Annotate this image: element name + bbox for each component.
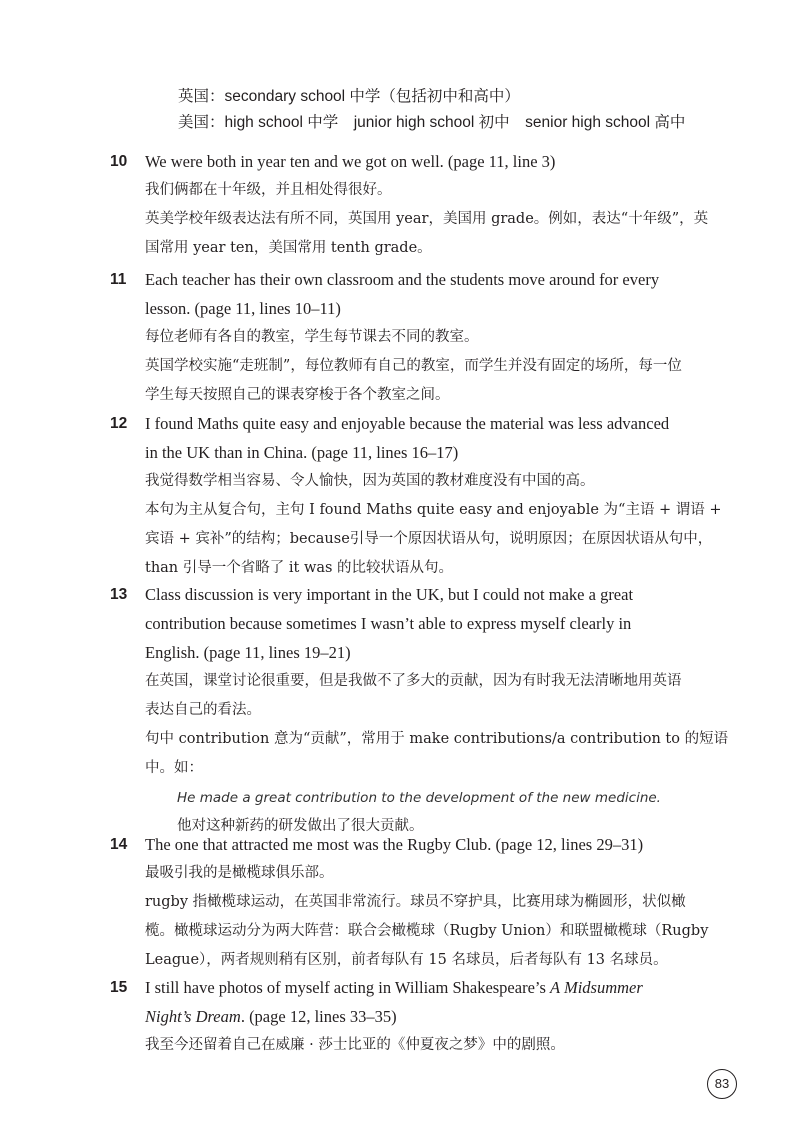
play-title: A Midsummer Night’s Dream [145, 978, 643, 1026]
explanation-line: 中。如： [145, 760, 203, 776]
explanation-line: League），两者规则稍有区别，前者每队有 15 名球员，后者每队有 13 名球员。 [145, 952, 668, 968]
note-item-14 [110, 830, 709, 975]
explanation-line: 榄。橄榄球运动分为两大阵营：联合会橄榄球（Rugby Union）和联盟橄榄球（Rugby [145, 923, 709, 939]
note-item-12 [110, 409, 722, 583]
explanation-line: than 引导一个省略了 it was 的比较状语从句。 [145, 560, 454, 576]
chinese-translation: 每位老师有各自的教室，学生每节课去不同的教室。 [145, 329, 479, 345]
sentence-text: I still have photos of myself acting in William Shakespeare’s [145, 978, 551, 997]
example-translation: 他对这种新药的研发做出了很大贡献。 [177, 818, 424, 834]
item-number: 13 [110, 586, 128, 603]
explanation-line: 英国学校实施“走班制”，每位教师有自己的教室，而学生并没有固定的场所，每一位 [145, 358, 682, 374]
chinese-translation: 在英国，课堂讨论很重要，但是我做不了多大的贡献，因为有时我无法清晰地用英语 [145, 673, 682, 689]
school-terms-intro [178, 84, 685, 136]
item-number: 10 [110, 153, 128, 170]
note-item-10 [110, 147, 709, 263]
item-number: 12 [110, 415, 128, 432]
uk-school-line: 英国：secondary school 中学（包括初中和高中） [178, 88, 520, 105]
chinese-translation: 最吸引我的是橄榄球俱乐部。 [145, 865, 334, 881]
english-sentence: Each teacher has their own classroom and the students move around for every lesson. (page 11, lines 10–11) [145, 270, 660, 318]
english-sentence: The one that attracted me most was the Rugby Club. (page 12, lines 29–31) [145, 835, 644, 854]
item-number: 11 [110, 271, 127, 288]
english-sentence [145, 973, 680, 1031]
chinese-translation: 我们俩都在十年级，并且相处得很好。 [145, 182, 392, 198]
chinese-translation: 表达自己的看法。 [145, 702, 261, 718]
us-school-line: 美国：high school 中学 junior high school 初中 senior high school 高中 [178, 114, 686, 131]
sentence-reference: . (page 12, lines 33–35) [240, 1007, 397, 1026]
explanation-line: 句中 contribution 意为“贡献”，常用于 make contributions/a contribution to 的短语 [145, 731, 729, 747]
example-sentence: He made a great contribution to the development of the new medicine. [177, 790, 661, 806]
explanation-line: 国常用 year ten，美国常用 tenth grade。 [145, 240, 432, 256]
note-item-15 [110, 973, 680, 1060]
note-item-11 [110, 265, 680, 410]
chinese-translation: 我至今还留着自己在威廉 · 莎士比亚的《仲夏夜之梦》中的剧照。 [145, 1037, 565, 1053]
english-sentence: Class discussion is very important in the UK, but I could not make a great contribution because sometimes I wasn’t able to express myself clearly in English. (page 11, lines 19–21) [145, 585, 634, 662]
explanation-line: 英美学校年级表达法有所不同，英国用 year，美国用 grade。例如，表达“十年级”，英 [145, 211, 709, 227]
explanation-line: 本句为主从复合句，主句 I found Maths quite easy and enjoyable 为“主语 + 谓语 + [145, 502, 722, 518]
note-item-13 [110, 580, 729, 841]
explanation-line: 学生每天按照自己的课表穿梭于各个教室之间。 [145, 387, 450, 403]
explanation-line: 宾语 + 宾补”的结构；because引导一个原因状语从句，说明原因；在原因状语从句中， [145, 531, 713, 547]
item-number: 15 [110, 979, 128, 996]
explanation-line: rugby 指橄榄球运动，在英国非常流行。球员不穿护具，比赛用球为椭圆形，状似橄 [145, 894, 686, 910]
item-number: 14 [110, 836, 128, 853]
english-sentence: I found Maths quite easy and enjoyable because the material was less advanced in the UK than in China. (page 11, lines 16–17) [145, 414, 670, 462]
chinese-translation: 我觉得数学相当容易、令人愉快，因为英国的教材难度没有中国的高。 [145, 473, 595, 489]
english-sentence: We were both in year ten and we got on well. (page 11, line 3) [145, 152, 556, 171]
page-number: 83 [707, 1069, 737, 1099]
